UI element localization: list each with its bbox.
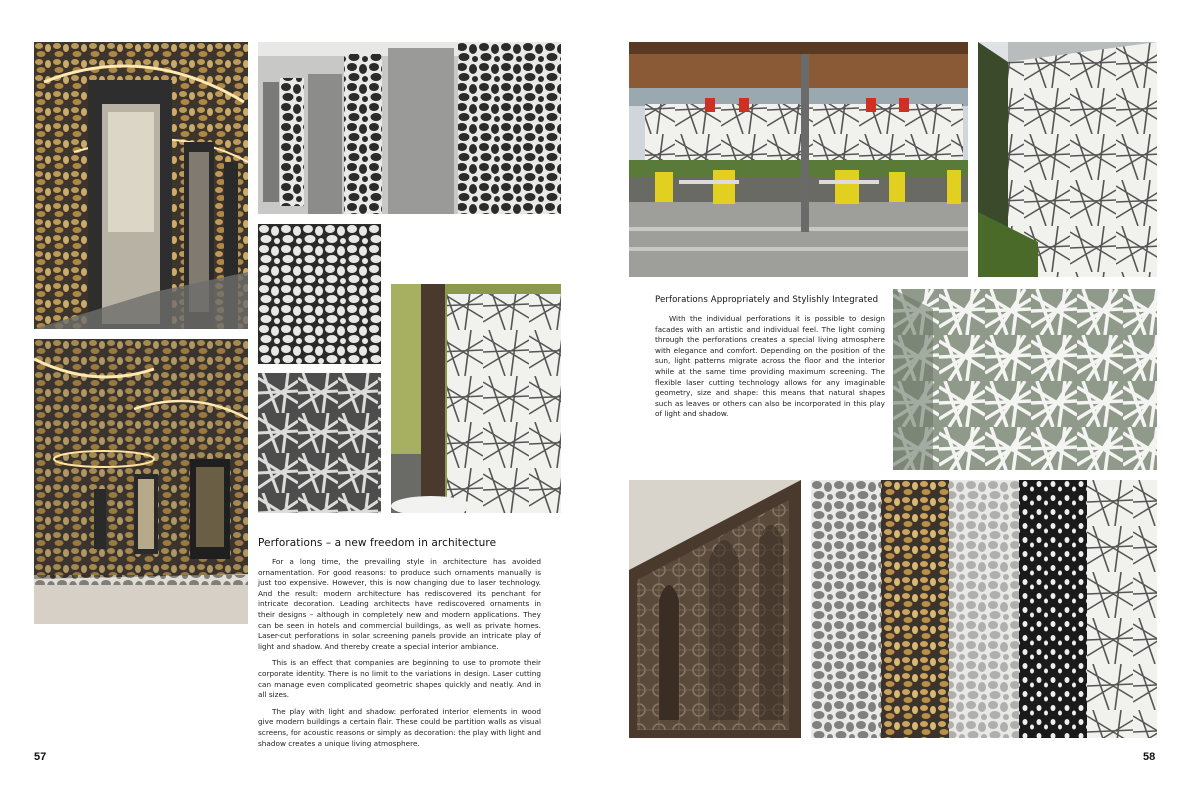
interior-partition-photo	[391, 284, 561, 513]
branch-pattern-closeup-photo	[258, 373, 381, 513]
facade-white-screen-photo	[893, 289, 1157, 470]
right-body-text	[655, 314, 885, 426]
right-heading: Perforations Appropriately and Stylishly Integrated	[655, 295, 879, 305]
lobby-photo	[34, 339, 248, 624]
wooden-partition-photo	[629, 480, 801, 738]
left-paragraph-1: For a long time, the prevailing style in architecture has avoided ornamentation. For good reasons: to produce such ornaments manually is just too expensive. However, this is now changing due to laser technology. And the result: modern architecture has rediscovered its penchant for intricate decoration. Leading architects have rediscovered ornaments in their designs – although in completely new and modern applications. They can be seen in hotels and commercial buildings, as well as private homes. Laser-cut perforations in solar screening panels provide an intricate play of light and shadow. And thereby create a special interior ambiance.	[258, 557, 541, 651]
cell-pattern-closeup-photo	[258, 224, 381, 364]
left-heading: Perforations – a new freedom in architecture	[258, 537, 497, 549]
facade-side-photo	[978, 42, 1157, 277]
patio-screen-photo	[629, 42, 968, 277]
hotel-corridor-photo	[34, 42, 248, 329]
left-paragraph-2: This is an effect that companies are beginning to use to promote their corporate identity. There is no limit to the variations in design. Laser cutting can manage even complicated geometric shapes quickly and neatly. And in all sizes.	[258, 658, 541, 700]
page-number-right: 58	[1143, 751, 1156, 763]
right-paragraph: With the individual perforations it is possible to design facades with an artistic and individual feel. The light coming through the perforations creates a special living atmosphere with elegance and comfort. Depending on the position of the sun, light patterns migrate across the floor and the interior while at the same time providing maximum screening. The flexible laser cutting technology allows for any imaginable geometry, size and shape: this means that natural shapes such as leaves or others can also be incorporated in this play of light and shadow.	[655, 314, 885, 419]
pattern-samples-photo	[811, 480, 1157, 738]
left-paragraph-3: The play with light and shadow: perforated interior elements in wood give modern buildings a certain flair. These could be partition walls as visual screens, for acoustic reasons or simply as decoration: the play with light and shadow creates a unique living atmosphere.	[258, 706, 541, 748]
page-number-left: 57	[34, 751, 47, 763]
left-body-text	[258, 557, 541, 755]
elevator-doors-photo	[258, 42, 561, 214]
